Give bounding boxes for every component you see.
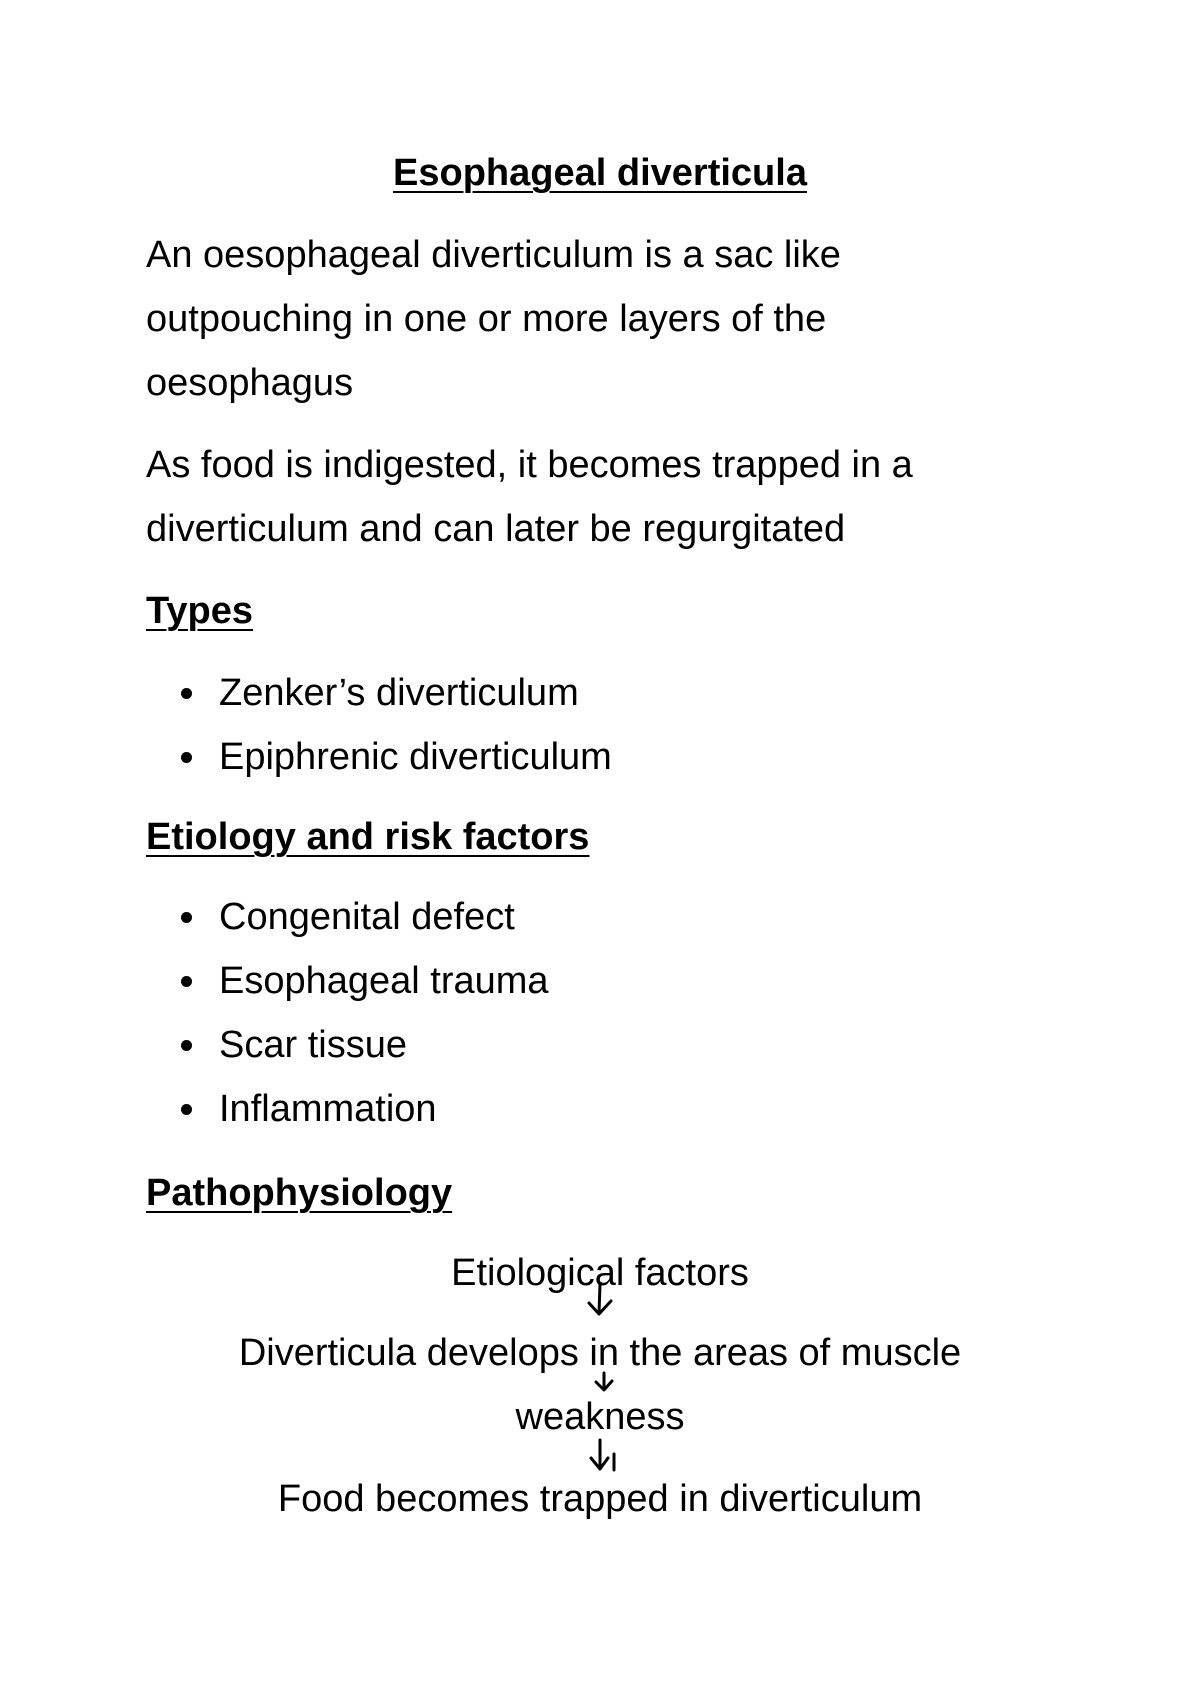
bullet-icon (181, 752, 192, 763)
handwritten-down-arrow-icon (585, 1283, 615, 1319)
types-list (181, 670, 612, 798)
etiology-heading: Etiology and risk factors (146, 816, 590, 858)
list-item (181, 894, 549, 958)
intro-line: outpouching in one or more layers of the (146, 298, 827, 340)
flow-step: Etiological factors (451, 1252, 749, 1294)
list-item (181, 670, 612, 734)
bullet-icon (181, 912, 192, 923)
intro-line: diverticulum and can later be regurgitated (146, 508, 846, 550)
etiology-list (181, 894, 549, 1150)
list-item-label: Epiphrenic diverticulum (219, 736, 612, 778)
page-title: Esophageal diverticula (393, 152, 807, 194)
bullet-icon (181, 976, 192, 987)
list-item-label: Zenker’s diverticulum (219, 672, 579, 714)
handwritten-down-arrow-icon (588, 1438, 622, 1474)
types-heading: Types (146, 590, 254, 632)
intro-line: As food is indigested, it becomes trapped in a (146, 444, 913, 486)
flow-step: weakness (515, 1396, 685, 1438)
list-item-label: Esophageal trauma (219, 960, 549, 1002)
bullet-icon (181, 1104, 192, 1115)
list-item (181, 1022, 549, 1086)
handwritten-down-arrow-icon (592, 1371, 616, 1393)
list-item (181, 734, 612, 798)
list-item-label: Congenital defect (219, 896, 515, 938)
list-item (181, 958, 549, 1022)
list-item-label: Inflammation (219, 1088, 437, 1130)
list-item (181, 1086, 549, 1150)
bullet-icon (181, 1040, 192, 1051)
flow-step: Diverticula develops in the areas of muscle (238, 1332, 962, 1374)
intro-line: oesophagus (146, 362, 354, 404)
list-item-label: Scar tissue (219, 1024, 407, 1066)
bullet-icon (181, 688, 192, 699)
pathophysiology-heading: Pathophysiology (146, 1172, 453, 1214)
intro-line: An oesophageal diverticulum is a sac like (146, 234, 841, 276)
flow-step: Food becomes trapped in diverticulum (277, 1478, 923, 1520)
